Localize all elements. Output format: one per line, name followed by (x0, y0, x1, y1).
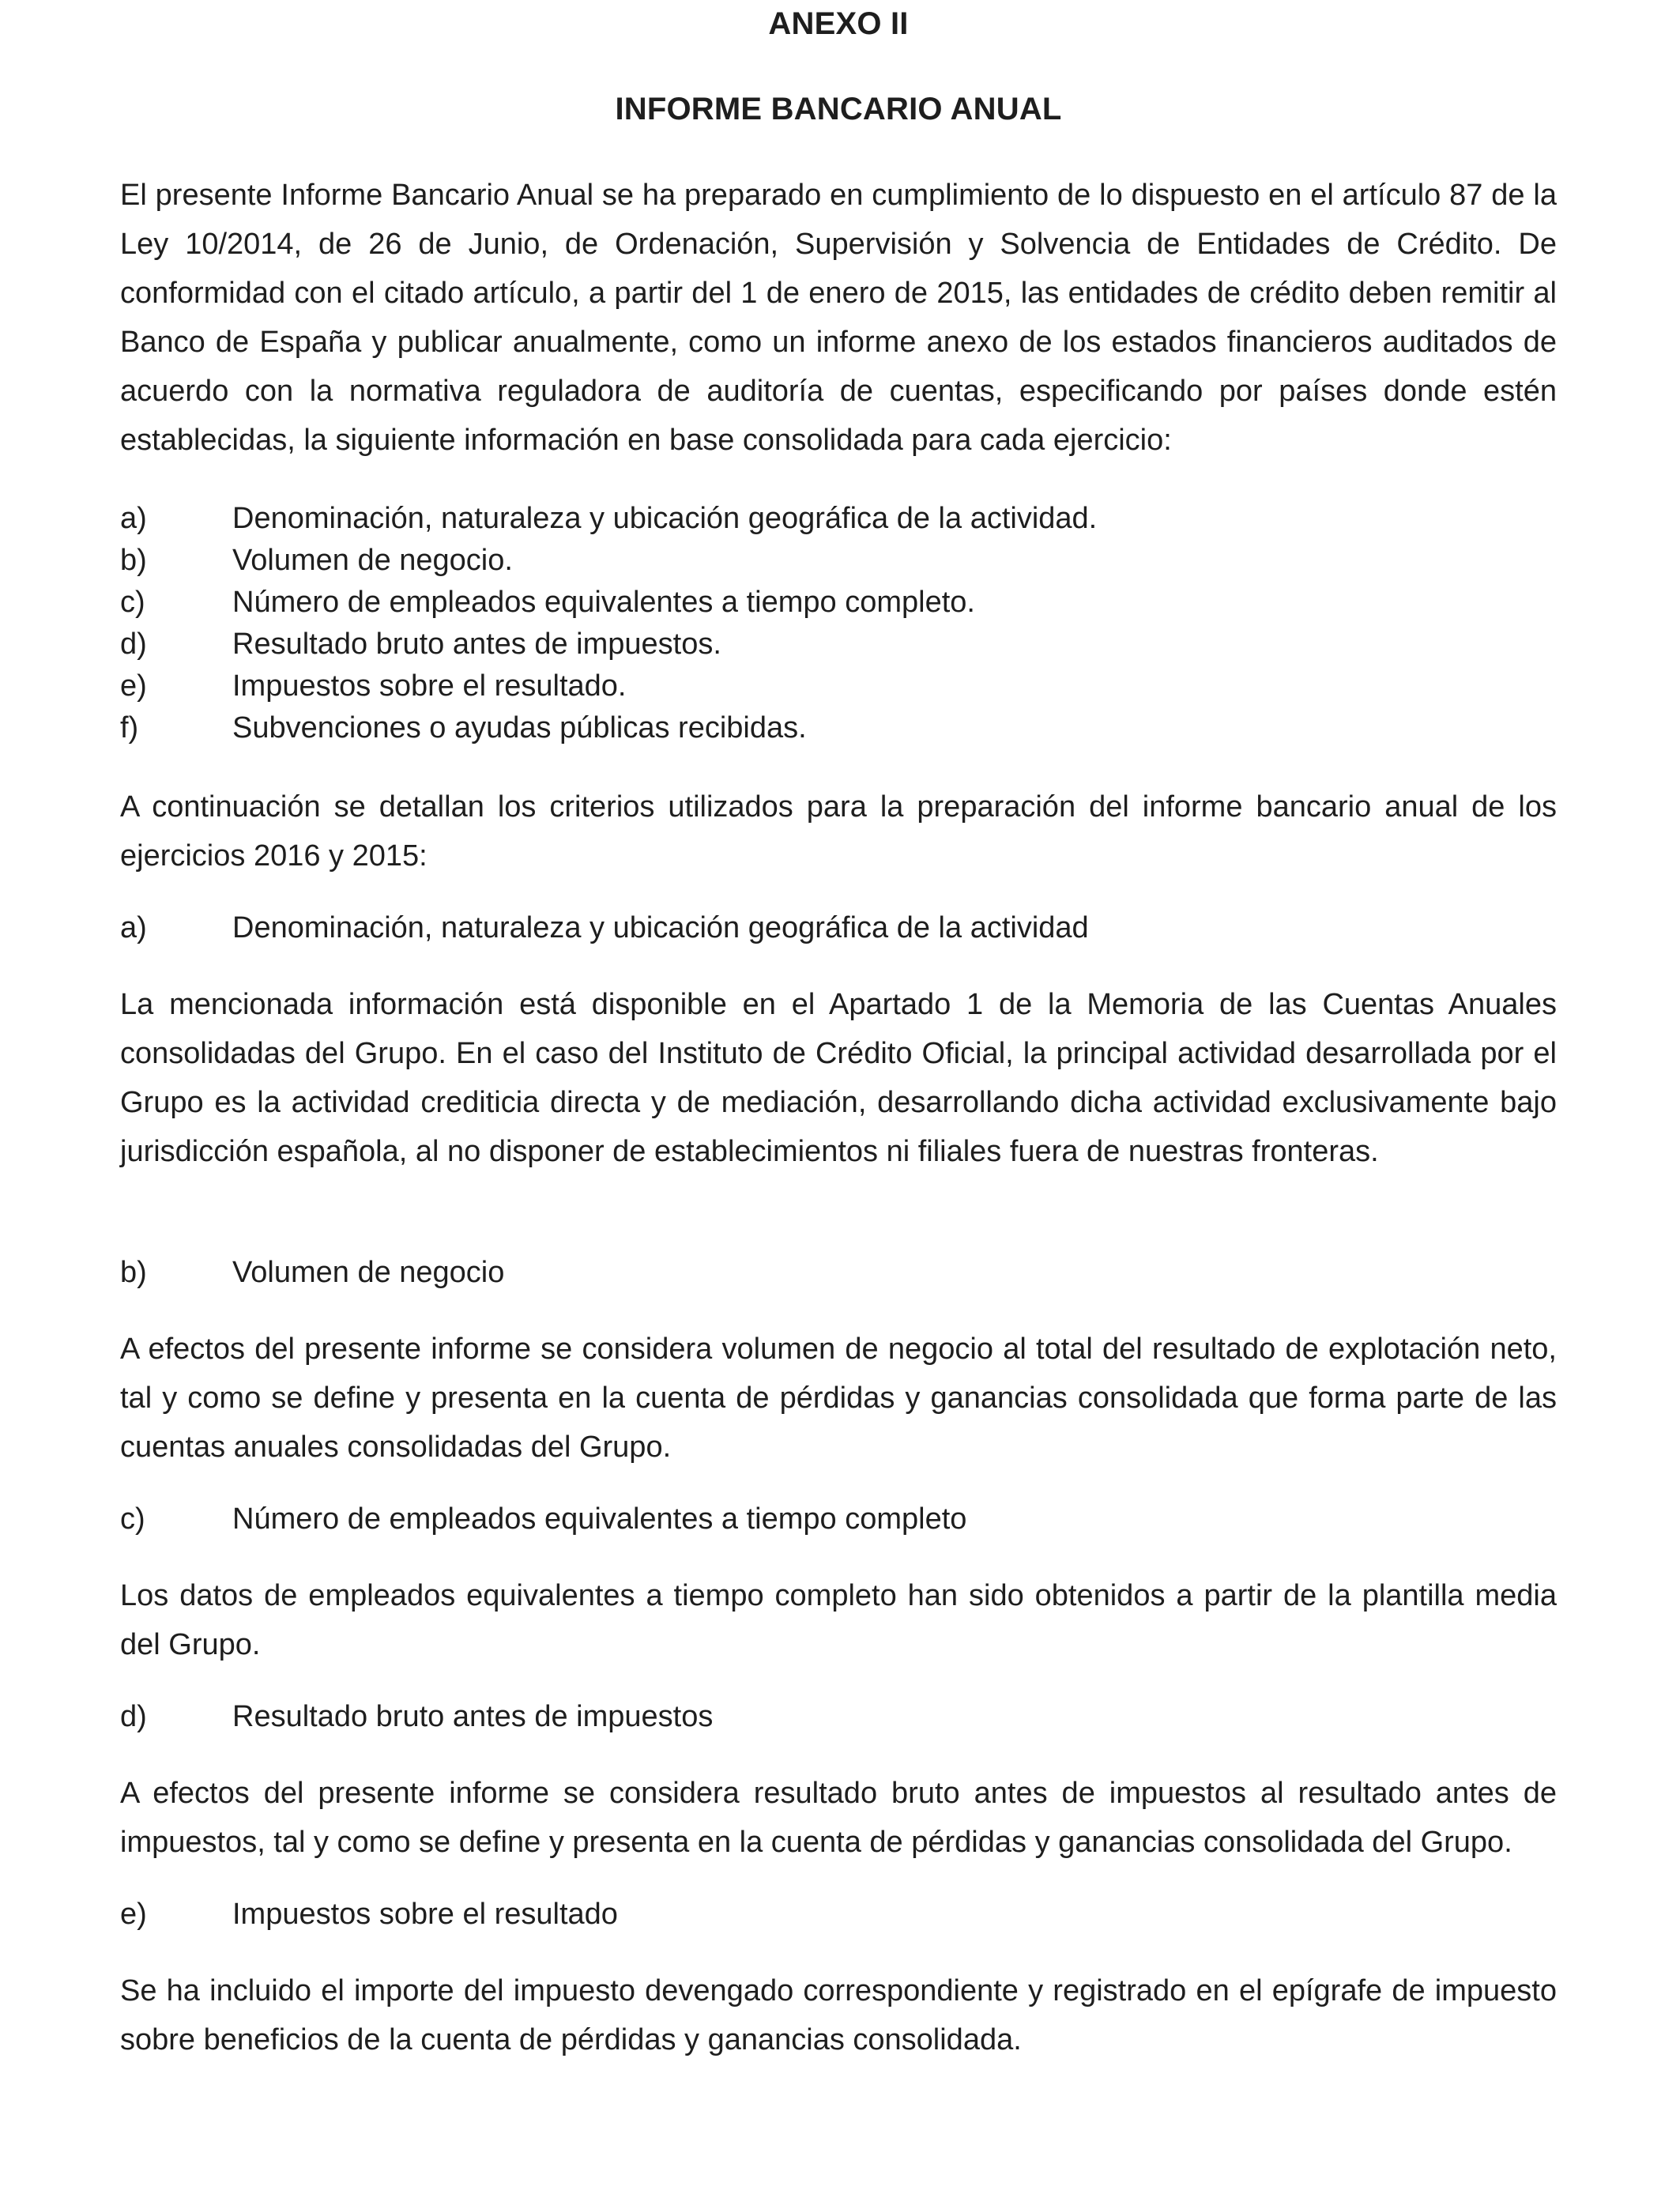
list-item-letter: e) (120, 669, 147, 703)
section-heading-e (120, 1892, 1557, 1936)
list-item-text: Subvenciones o ayudas públicas recibidas. (232, 711, 807, 745)
intro-paragraph: El presente Informe Bancario Anual se ha preparado en cumplimiento de lo dispuesto en el artículo 87 de la Ley 10/2014, de 26 de Junio, de Ordenación, Supervisión y Solvencia de Entidades de Crédito. De conformidad con el citado artículo, a partir del 1 de enero de 2015, las entidades de crédito deben remitir al Banco de España y publicar anualmente, como un informe anexo de los estados financieros auditados de acuerdo con la normativa reguladora de auditoría de cuentas, especificando por países donde estén establecidas, la siguiente información en base consolidada para cada ejercicio: (120, 179, 1557, 457)
annex-heading: ANEXO II (768, 6, 909, 41)
section-letter: a) (120, 911, 147, 944)
criteria-intro-paragraph: A continuación se detallan los criterios utilizados para la preparación del informe bancario anual de los ejercicios 2016 y 2015: (120, 790, 1557, 873)
list-item (120, 624, 1557, 665)
list-item-letter: d) (120, 628, 147, 661)
section-heading-a (120, 906, 1557, 950)
list-item-text: Resultado bruto antes de impuestos. (232, 628, 721, 661)
section-title: Impuestos sobre el resultado (232, 1898, 618, 1931)
section-body-d: A efectos del presente informe se considera resultado bruto antes de impuestos al resultado antes de impuestos, tal y como se define y presenta en la cuenta de pérdidas y ganancias consolidada del Grupo. (120, 1777, 1557, 1859)
list-item-text: Volumen de negocio. (232, 544, 513, 577)
section-body-b: A efectos del presente informe se considera volumen de negocio al total del resultado de explotación neto, tal y como se define y presenta en la cuenta de pérdidas y ganancias consolidada que forma parte de las cuentas anuales consolidadas del Grupo. (120, 1333, 1557, 1464)
section-body-c: Los datos de empleados equivalentes a tiempo completo han sido obtenidos a partir de la plantilla media del Grupo. (120, 1579, 1557, 1661)
section-letter: e) (120, 1898, 147, 1931)
list-item (120, 707, 1557, 749)
section-heading-b (120, 1250, 1557, 1295)
list-item-text: Número de empleados equivalentes a tiempo completo. (232, 586, 975, 619)
list-item (120, 665, 1557, 707)
section-letter: b) (120, 1256, 147, 1289)
required-info-list (120, 498, 1557, 749)
list-item (120, 498, 1557, 540)
list-item-letter: b) (120, 544, 147, 577)
report-title: INFORME BANCARIO ANUAL (615, 92, 1062, 126)
list-item (120, 582, 1557, 624)
list-item (120, 540, 1557, 582)
section-heading-d (120, 1695, 1557, 1739)
section-title: Denominación, naturaleza y ubicación geográfica de la actividad (232, 911, 1089, 944)
section-title: Volumen de negocio (232, 1256, 505, 1289)
section-title: Resultado bruto antes de impuestos (232, 1700, 714, 1733)
list-item-text: Impuestos sobre el resultado. (232, 669, 627, 703)
list-item-letter: f) (120, 711, 139, 745)
list-item-letter: c) (120, 586, 145, 619)
section-body-e: Se ha incluido el importe del impuesto devengado correspondiente y registrado en el epígrafe de impuesto sobre beneficios de la cuenta de pérdidas y ganancias consolidada. (120, 1974, 1557, 2056)
list-item-letter: a) (120, 502, 147, 535)
section-title: Número de empleados equivalentes a tiempo completo (232, 1502, 967, 1536)
section-letter: d) (120, 1700, 147, 1733)
section-heading-c (120, 1497, 1557, 1541)
list-item-text: Denominación, naturaleza y ubicación geográfica de la actividad. (232, 502, 1098, 535)
section-letter: c) (120, 1502, 145, 1536)
section-body-a: La mencionada información está disponible en el Apartado 1 de la Memoria de las Cuentas Anuales consolidadas del Grupo. En el caso del Instituto de Crédito Oficial, la principal actividad desarrollada por el Grupo es la actividad crediticia directa y de mediación, desarrollando dicha actividad exclusivamente bajo jurisdicción española, al no disponer de establecimientos ni filiales fuera de nuestras fronteras. (120, 988, 1557, 1168)
